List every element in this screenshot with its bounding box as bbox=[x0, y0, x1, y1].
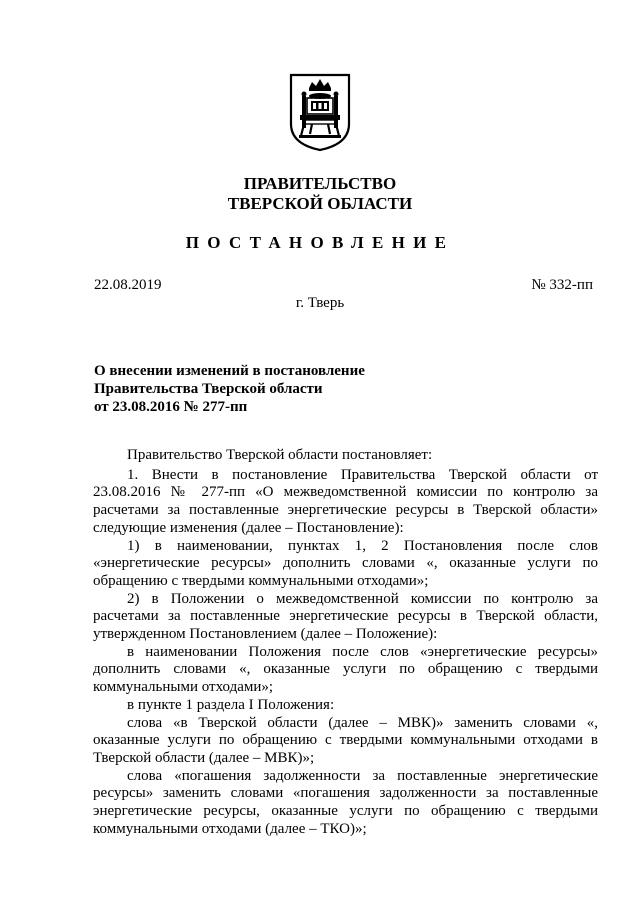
organization-name-line-1: ПРАВИТЕЛЬСТВО bbox=[243, 174, 397, 193]
body-paragraph: Правительство Тверской области постановляет: bbox=[127, 447, 433, 463]
subject-line-2: Правительства Тверской области bbox=[94, 381, 323, 397]
body-paragraph: слова «погашения задолженности за поставленные энергетические ресурсы» заменить словами «погашения задолженности за поставленные энергетические ресурсы, оказанные услуги по обращению с твердыми коммунальными отходами (далее – ТКО)»; bbox=[93, 767, 598, 837]
document-city: г. Тверь bbox=[295, 295, 345, 311]
organization-name-line-2: ТВЕРСКОЙ ОБЛАСТИ bbox=[227, 194, 413, 213]
body-paragraph: 1) в наименовании, пунктах 1, 2 Постановления после слов «энергетические ресурсы» дополнить словами «, оказанные услуги по обращению с твердыми коммунальными отходами»; bbox=[93, 537, 598, 589]
document-date: 22.08.2019 bbox=[94, 277, 162, 293]
document-subject bbox=[94, 362, 365, 416]
tver-coat-of-arms-icon bbox=[288, 72, 352, 152]
document-body bbox=[93, 447, 598, 838]
subject-line-1: О внесении изменений в постановление bbox=[94, 363, 365, 379]
body-paragraph: 2) в Положении о межведомственной комиссии по контролю за расчетами за поставленные энергетические ресурсы в Тверской области, утвержденном Постановлением (далее – Положение): bbox=[93, 590, 598, 643]
body-paragraph: слова «в Тверской области (далее – МВК)» заменить словами «, оказанные услуги по обращению с твердыми коммунальными отходами в Тверской области (далее – МВК)»; bbox=[93, 714, 598, 766]
document-type-title: ПОСТАНОВЛЕНИЕ bbox=[185, 233, 455, 252]
body-paragraph: 1. Внести в постановление Правительства Тверской области от 23.08.2016 № 277-пп «О межведомственной комиссии по контролю за расчетами за поставленные энергетические ресурсы в Тверской области» следующие изменения (далее – Постановление): bbox=[93, 466, 598, 536]
subject-line-3: от 23.08.2016 № 277-пп bbox=[94, 399, 248, 415]
body-paragraph: в пункте 1 раздела I Положения: bbox=[127, 696, 335, 713]
document-number: № 332-пп bbox=[531, 277, 593, 293]
body-paragraph: в наименовании Положения после слов «энергетические ресурсы» дополнить словами «, оказанные услуги по обращению с твердыми коммунальными отходами»; bbox=[93, 643, 598, 696]
